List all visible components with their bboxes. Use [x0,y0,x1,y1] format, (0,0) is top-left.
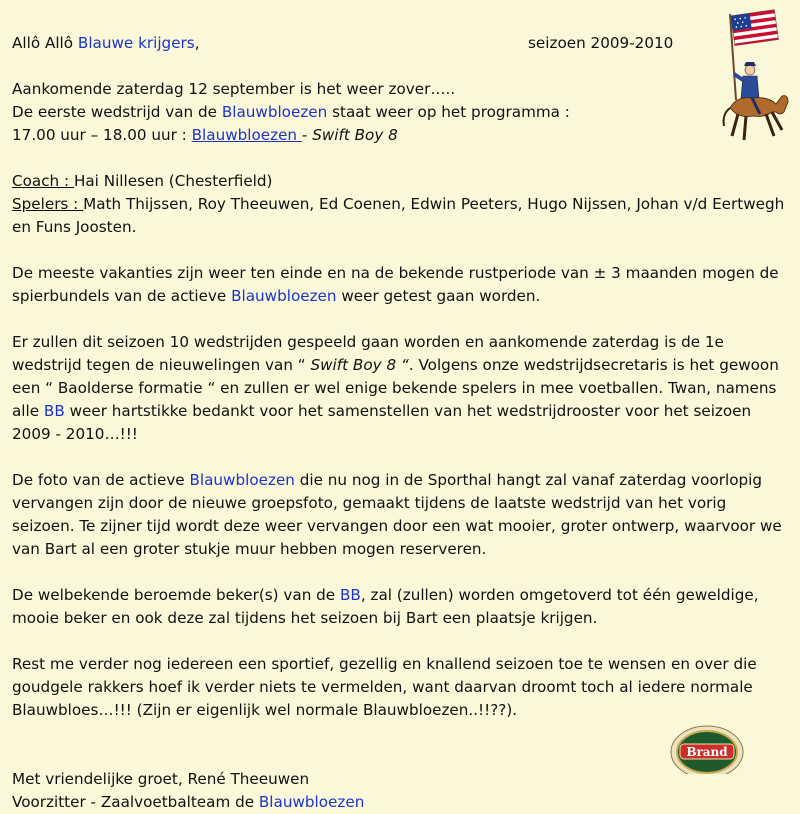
roster-block [12,170,788,239]
signature-greeting: Met vriendelijke groet, René Theeuwen [12,770,310,788]
coach-name: Hai Nillesen (Chesterfield) [73,172,273,190]
players-label: Spelers : [12,195,84,213]
signature-block: Met vriendelijke groet, René Theeuwen Voorzitter - Zaalvoetbalteam de Blauwbloezen [12,768,788,814]
svg-text:Brand: Brand [686,745,728,759]
greeting-text: Allô Allô [12,34,78,52]
paragraph-vacation: De meeste vakanties zijn weer ten einde en na de bekende rustperiode van ± 3 maanden mogen de spierbundels van de actieve Blauwbloezen weer getest gaan worden. [12,264,779,305]
players-list: Math Thijssen, Roy Theeuwen, Ed Coenen, Edwin Peeters, Hugo Nijssen, Johan v/d Eertwegh en Funs Joosten. [12,195,785,236]
coach-label: Coach : [12,172,74,190]
paragraph-schedule: Er zullen dit seizoen 10 wedstrijden gespeeld gaan worden en aankomende zaterdag is de 1e wedstrijd tegen de nieuwelingen van “ Swift Boy 8 “. Volgens onze wedstrijdsecretaris is het gewoon een “ Baolderse formatie “ en zullen er wel enige bekende spelers in mee voetballen. Twan, namens alle BB weer hartstikke bedankt voor het samenstellen van het wedstrijdrooster voor het seizoen 2009 - 2010…!!! [12,333,779,443]
cavalry-flag-illustration [716,8,792,148]
opponent-name: Swift Boy 8 [312,126,398,144]
paragraph-photo: De foto van de actieve Blauwbloezen die nu nog in de Sporthal hangt zal vanaf zaterdag voorlopig vervangen zijn door de nieuwe groepsfoto, gemaakt tijdens de laatste wedstrijd van het vorig seizoen. Te zijner tijd wordt deze weer vervangen door een wat mooier, groter ontwerp, waarvoor we van Bart al een groter stukje muur hebben mogen reserveren. [12,471,782,558]
letter [12,32,788,814]
brand-beer-logo [668,722,746,774]
intro-paragraph: Aankomende zaterdag 12 september is het weer zover….. De eerste wedstrijd van de Blauwbloezen staat weer op het programma : 17.00 uur – 18.00 uur : Blauwbloezen - Swift Boy 8 [12,80,570,144]
match-team-link: Blauwbloezen [191,126,302,144]
season-label: seizoen 2009-2010 [528,34,674,52]
paragraph-closing: Rest me verder nog iedereen een sportief, gezellig en knallend seizoen toe te wensen en over die goudgele rakkers hoef ik verder niets te vermelden, want daarvan droomt toch al iedere normale Blauwbloes…!!! (Zijn er eigenlijk wel normale Blauwbloezen..!!??). [12,655,757,719]
paragraph-trophy: De welbekende beroemde beker(s) van de BB, zal (zullen) worden omgetoverd tot één geweldige, mooie beker en ook deze zal tijdens het seizoen bij Bart een plaatsje krijgen. [12,586,759,627]
team-name-link: Blauwe krijgers [77,34,195,52]
greeting-line: Allô Allô Blauwe krijgers, seizoen 2009-2010 [12,32,788,55]
